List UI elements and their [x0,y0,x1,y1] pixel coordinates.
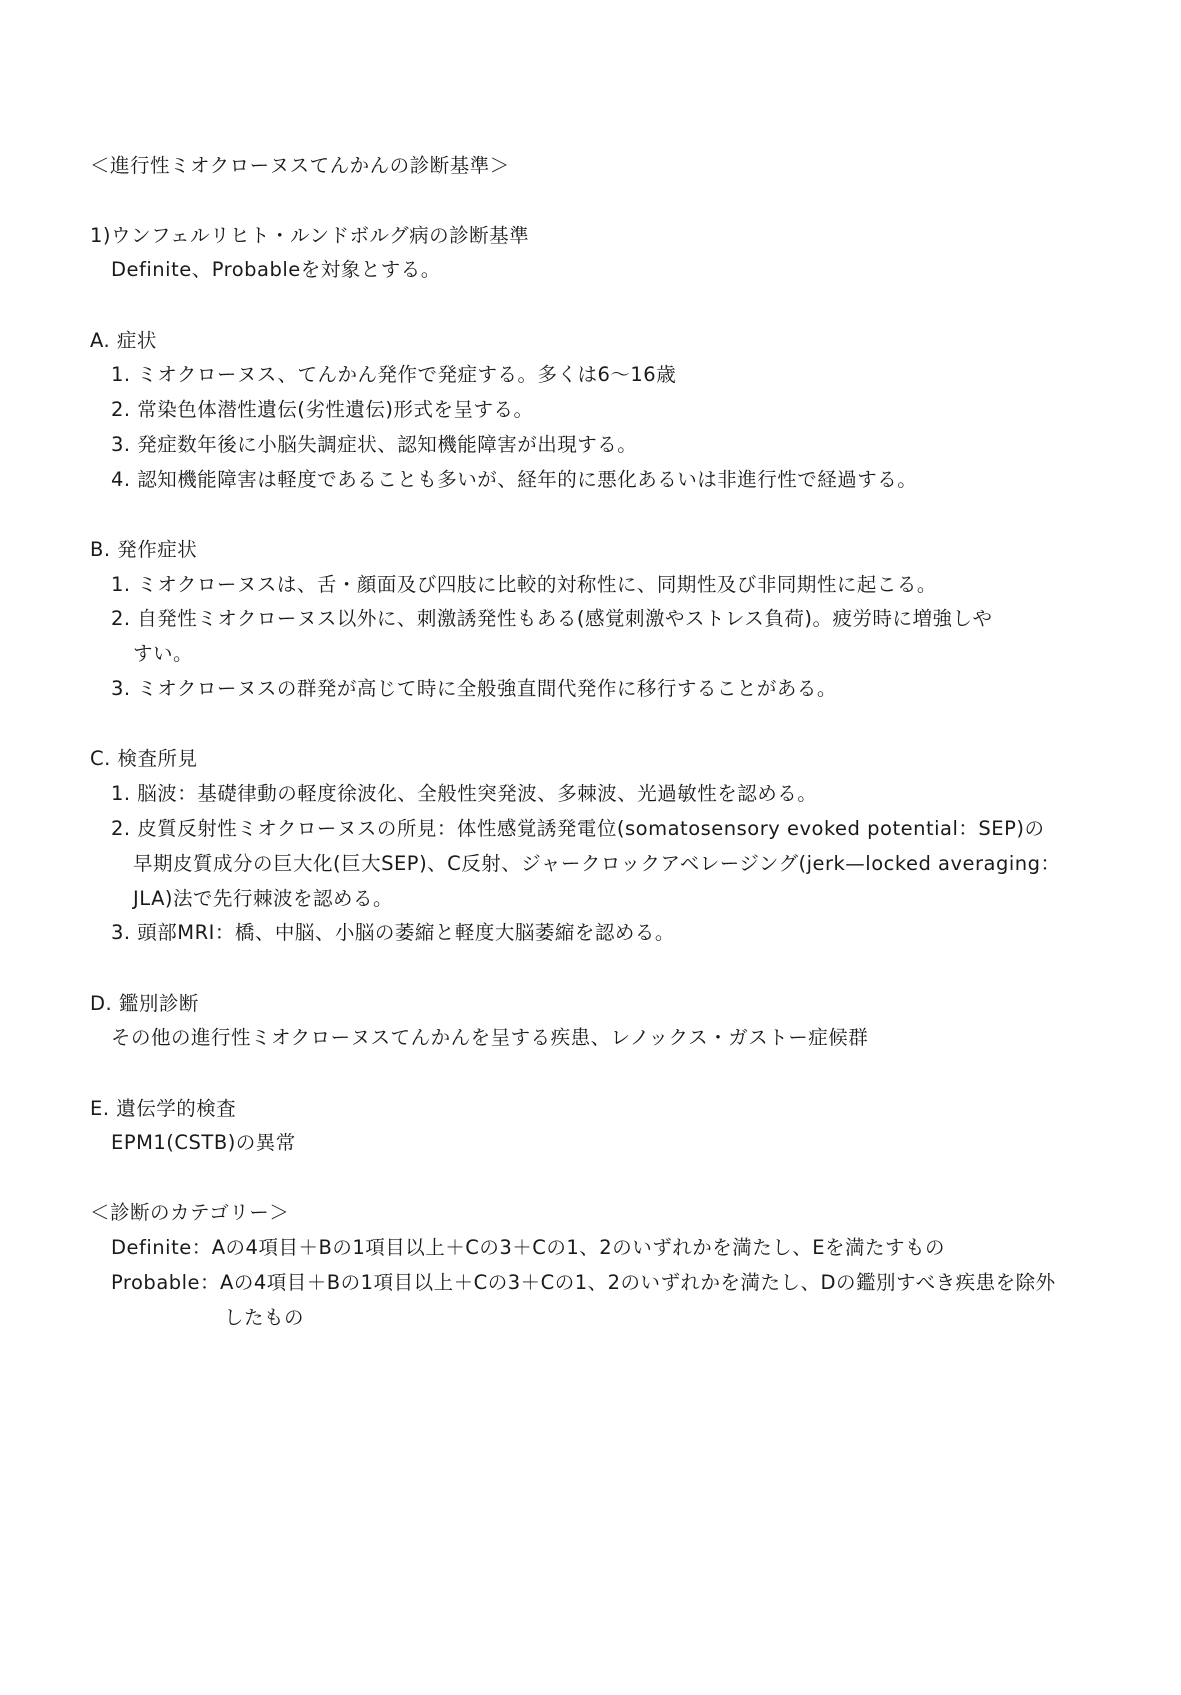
category-definite: Definite：Aの4項目＋Bの1項目以上＋Cの3＋Cの1、2のいずれかを満たし、Eを満たすもの [111,1236,946,1259]
section-e-text: EPM1(CSTB)の異常 [111,1131,296,1154]
category-probable: Probable：Aの4項目＋Bの1項目以上＋Cの3＋Cの1、2のいずれかを満たし、Dの鑑別すべき疾患を除外 [111,1271,1056,1294]
section-1-note: Definite、Probableを対象とする。 [111,258,441,281]
section-a-item: 2. 常染色体潜性遺伝(劣性遺伝)形式を呈する。 [111,398,534,421]
category-probable-continuation: したもの [224,1306,305,1329]
document-title: ＜進行性ミオクローヌスてんかんの診断基準＞ [90,154,510,177]
section-b-item: 1. ミオクローヌスは、舌・顔面及び四肢に比較的対称性に、同期性及び非同期性に起こる。 [111,573,937,596]
section-c-item-continuation: 早期皮質成分の巨大化(巨大SEP)、C反射、ジャークロックアベレージング(jerk—locked averaging： [133,852,1061,875]
section-d-heading: D. 鑑別診断 [90,992,199,1015]
section-c-heading: C. 検査所見 [90,747,198,770]
section-c-item: 1. 脳波：基礎律動の軽度徐波化、全般性突発波、多棘波、光過敏性を認める。 [111,782,818,805]
section-c-item-continuation: JLA)法で先行棘波を認める。 [133,887,394,910]
section-d-text: その他の進行性ミオクローヌスてんかんを呈する疾患、レノックス・ガストー症候群 [111,1026,869,1049]
section-c-item: 3. 頭部MRI：橋、中脳、小脳の萎縮と軽度大脳萎縮を認める。 [111,921,675,944]
section-1-heading: 1)ウンフェルリヒト・ルンドボルグ病の診断基準 [90,224,530,247]
section-a-heading: A. 症状 [90,329,157,352]
section-a-item: 1. ミオクローヌス、てんかん発作で発症する。多くは6〜16歳 [111,363,677,386]
section-e-heading: E. 遺伝学的検査 [90,1097,237,1120]
category-heading: ＜診断のカテゴリー＞ [90,1201,290,1224]
section-a-item: 3. 発症数年後に小脳失調症状、認知機能障害が出現する。 [111,433,638,456]
section-b-heading: B. 発作症状 [90,538,198,561]
section-a-item: 4. 認知機能障害は軽度であることも多いが、経年的に悪化あるいは非進行性で経過する。 [111,468,918,491]
section-b-item: 2. 自発性ミオクローヌス以外に、刺激誘発性もある(感覚刺激やストレス負荷)。疲労時に増強しや [111,607,993,630]
section-b-item: 3. ミオクローヌスの群発が高じて時に全般強直間代発作に移行することがある。 [111,677,837,700]
section-c-item: 2. 皮質反射性ミオクローヌスの所見：体性感覚誘発電位(somatosensory evoked potential：SEP)の [111,817,1045,840]
section-b-item-continuation: すい。 [133,642,194,665]
